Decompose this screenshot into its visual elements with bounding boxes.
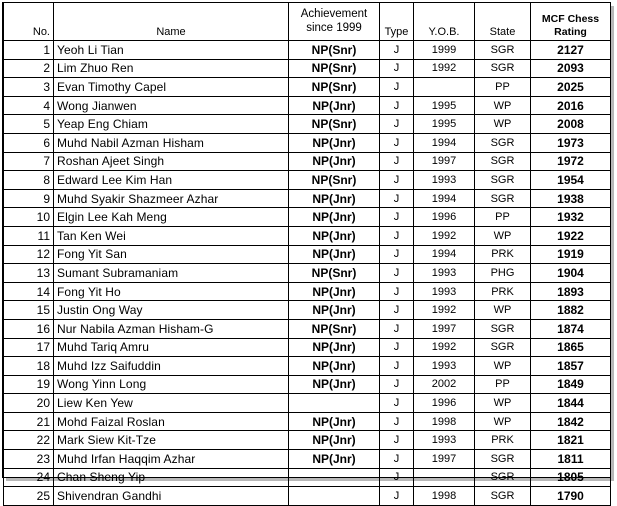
header-no: No. (4, 3, 54, 41)
cell-yob: 1993 (414, 431, 475, 450)
table-row (4, 450, 611, 469)
cell-rating: 1865 (531, 338, 611, 357)
header-state: State (475, 3, 531, 41)
cell-rating: 1857 (531, 357, 611, 376)
cell-rating: 1844 (531, 394, 611, 413)
cell-name: Muhd Irfan Haqqim Azhar (54, 450, 289, 469)
cell-achievement: NP(Jnr) (289, 375, 380, 394)
cell-type: J (380, 319, 414, 338)
cell-yob: 1997 (414, 450, 475, 469)
cell-type: J (380, 357, 414, 376)
cell-state: SGR (475, 41, 531, 60)
cell-name: Wong Jianwen (54, 96, 289, 115)
cell-type: J (380, 189, 414, 208)
cell-rating: 2008 (531, 115, 611, 134)
cell-name: Tan Ken Wei (54, 226, 289, 245)
rating-table (3, 3, 611, 506)
header-yob: Y.O.B. (414, 3, 475, 41)
header-row (4, 3, 611, 41)
cell-type: J (380, 96, 414, 115)
cell-achievement: NP(Jnr) (289, 152, 380, 171)
cell-no: 16 (4, 319, 54, 338)
cell-name: Sumant Subramaniam (54, 264, 289, 283)
cell-no: 5 (4, 115, 54, 134)
header-achievement-line1: Achievement (300, 8, 368, 20)
cell-no: 24 (4, 468, 54, 487)
header-rating-line2: Rating (554, 26, 587, 38)
cell-name: Nur Nabila Azman Hisham-G (54, 319, 289, 338)
cell-type: J (380, 450, 414, 469)
cell-rating: 1805 (531, 468, 611, 487)
cell-yob: 1998 (414, 487, 475, 506)
table-row (4, 375, 611, 394)
cell-no: 23 (4, 450, 54, 469)
cell-rating: 1790 (531, 487, 611, 506)
cell-state: WP (475, 301, 531, 320)
cell-yob: 1995 (414, 115, 475, 134)
table-body (4, 41, 611, 506)
cell-name: Chan Sheng Yip (54, 468, 289, 487)
cell-name: Edward Lee Kim Han (54, 171, 289, 190)
rating-table-sheet (2, 2, 611, 504)
cell-type: J (380, 208, 414, 227)
cell-type: J (380, 245, 414, 264)
cell-state: SGR (475, 468, 531, 487)
cell-no: 14 (4, 282, 54, 301)
cell-achievement: NP(Jnr) (289, 282, 380, 301)
table-row (4, 152, 611, 171)
cell-achievement: NP(Jnr) (289, 96, 380, 115)
cell-state: PP (475, 208, 531, 227)
cell-state: SGR (475, 152, 531, 171)
cell-state: SGR (475, 189, 531, 208)
cell-name: Justin Ong Way (54, 301, 289, 320)
cell-achievement: NP(Jnr) (289, 208, 380, 227)
cell-yob: 1996 (414, 394, 475, 413)
cell-rating: 1938 (531, 189, 611, 208)
cell-name: Fong Yit San (54, 245, 289, 264)
cell-no: 1 (4, 41, 54, 60)
cell-name: Muhd Nabil Azman Hisham (54, 133, 289, 152)
table-row (4, 394, 611, 413)
cell-yob: 1997 (414, 319, 475, 338)
cell-rating: 1922 (531, 226, 611, 245)
cell-name: Elgin Lee Kah Meng (54, 208, 289, 227)
table-row (4, 78, 611, 97)
header-rating (531, 3, 611, 41)
cell-yob: 1995 (414, 96, 475, 115)
cell-type: J (380, 431, 414, 450)
cell-state: WP (475, 357, 531, 376)
cell-no: 22 (4, 431, 54, 450)
cell-name: Fong Yit Ho (54, 282, 289, 301)
cell-rating: 1842 (531, 412, 611, 431)
cell-no: 7 (4, 152, 54, 171)
cell-achievement: NP(Jnr) (289, 431, 380, 450)
table-row (4, 412, 611, 431)
cell-rating: 2016 (531, 96, 611, 115)
cell-state: SGR (475, 450, 531, 469)
cell-achievement: NP(Snr) (289, 264, 380, 283)
cell-rating: 1849 (531, 375, 611, 394)
cell-achievement: NP(Jnr) (289, 133, 380, 152)
cell-state: SGR (475, 338, 531, 357)
cell-state: WP (475, 226, 531, 245)
cell-state: PP (475, 375, 531, 394)
cell-no: 18 (4, 357, 54, 376)
cell-rating: 1919 (531, 245, 611, 264)
cell-rating: 1904 (531, 264, 611, 283)
cell-type: J (380, 115, 414, 134)
cell-type: J (380, 133, 414, 152)
cell-state: WP (475, 96, 531, 115)
cell-yob: 1992 (414, 338, 475, 357)
cell-yob: 1997 (414, 152, 475, 171)
cell-rating: 1811 (531, 450, 611, 469)
cell-no: 13 (4, 264, 54, 283)
cell-name: Lim Zhuo Ren (54, 59, 289, 78)
cell-state: SGR (475, 171, 531, 190)
cell-no: 19 (4, 375, 54, 394)
cell-no: 12 (4, 245, 54, 264)
cell-achievement: NP(Jnr) (289, 189, 380, 208)
cell-state: SGR (475, 487, 531, 506)
table-shadow-right (611, 6, 614, 480)
cell-achievement: NP(Snr) (289, 41, 380, 60)
cell-name: Liew Ken Yew (54, 394, 289, 413)
cell-type: J (380, 487, 414, 506)
cell-yob: 1993 (414, 171, 475, 190)
cell-state: PRK (475, 282, 531, 301)
cell-achievement: NP(Jnr) (289, 301, 380, 320)
cell-no: 2 (4, 59, 54, 78)
cell-rating: 2025 (531, 78, 611, 97)
cell-type: J (380, 41, 414, 60)
cell-state: PRK (475, 245, 531, 264)
table-row (4, 171, 611, 190)
cell-rating: 2093 (531, 59, 611, 78)
cell-name: Evan Timothy Capel (54, 78, 289, 97)
cell-rating: 1932 (531, 208, 611, 227)
cell-no: 17 (4, 338, 54, 357)
cell-yob: 1994 (414, 133, 475, 152)
table-row (4, 301, 611, 320)
cell-no: 15 (4, 301, 54, 320)
table-row (4, 96, 611, 115)
header-achievement (289, 3, 380, 41)
cell-type: J (380, 338, 414, 357)
header-achievement-line2: since 1999 (306, 22, 362, 34)
cell-rating: 1882 (531, 301, 611, 320)
cell-yob: 1992 (414, 59, 475, 78)
cell-type: J (380, 152, 414, 171)
table-row (4, 487, 611, 506)
table-row (4, 115, 611, 134)
table-row (4, 282, 611, 301)
table-row (4, 338, 611, 357)
cell-achievement: NP(Jnr) (289, 450, 380, 469)
cell-state: WP (475, 412, 531, 431)
cell-rating: 1874 (531, 319, 611, 338)
header-rating-line1: MCF Chess (541, 13, 600, 25)
cell-state: PRK (475, 431, 531, 450)
cell-yob: 1994 (414, 245, 475, 264)
table-row (4, 264, 611, 283)
cell-yob (414, 78, 475, 97)
cell-no: 8 (4, 171, 54, 190)
cell-yob: 1994 (414, 189, 475, 208)
table-row (4, 319, 611, 338)
cell-no: 11 (4, 226, 54, 245)
cell-achievement: NP(Jnr) (289, 412, 380, 431)
cell-no: 3 (4, 78, 54, 97)
cell-type: J (380, 78, 414, 97)
cell-yob: 1993 (414, 357, 475, 376)
cell-yob: 1993 (414, 264, 475, 283)
cell-rating: 1973 (531, 133, 611, 152)
cell-achievement: NP(Snr) (289, 78, 380, 97)
cell-state: SGR (475, 133, 531, 152)
cell-yob: 2002 (414, 375, 475, 394)
cell-rating: 1972 (531, 152, 611, 171)
cell-rating: 1954 (531, 171, 611, 190)
cell-type: J (380, 226, 414, 245)
cell-achievement: NP(Snr) (289, 319, 380, 338)
cell-type: J (380, 59, 414, 78)
cell-type: J (380, 301, 414, 320)
cell-achievement: NP(Jnr) (289, 245, 380, 264)
cell-no: 9 (4, 189, 54, 208)
cell-type: J (380, 394, 414, 413)
cell-type: J (380, 412, 414, 431)
cell-name: Shivendran Gandhi (54, 487, 289, 506)
header-name: Name (54, 3, 289, 41)
cell-no: 25 (4, 487, 54, 506)
cell-name: Yeap Eng Chiam (54, 115, 289, 134)
cell-name: Roshan Ajeet Singh (54, 152, 289, 171)
table-row (4, 245, 611, 264)
cell-state: SGR (475, 59, 531, 78)
table-row (4, 59, 611, 78)
cell-name: Mohd Faizal Roslan (54, 412, 289, 431)
cell-state: PP (475, 78, 531, 97)
table-row (4, 357, 611, 376)
cell-achievement: NP(Snr) (289, 171, 380, 190)
table-row (4, 189, 611, 208)
cell-type: J (380, 375, 414, 394)
cell-yob: 1998 (414, 412, 475, 431)
cell-no: 4 (4, 96, 54, 115)
cell-yob: 1993 (414, 282, 475, 301)
header-type: Type (380, 3, 414, 41)
cell-state: SGR (475, 319, 531, 338)
cell-state: PHG (475, 264, 531, 283)
table-row (4, 431, 611, 450)
cell-achievement: NP(Jnr) (289, 338, 380, 357)
cell-name: Muhd Izz Saifuddin (54, 357, 289, 376)
cell-achievement (289, 394, 380, 413)
table-row (4, 226, 611, 245)
cell-no: 10 (4, 208, 54, 227)
cell-type: J (380, 282, 414, 301)
table-row (4, 208, 611, 227)
cell-no: 6 (4, 133, 54, 152)
cell-type: J (380, 264, 414, 283)
cell-name: Yeoh Li Tian (54, 41, 289, 60)
cell-achievement: NP(Snr) (289, 59, 380, 78)
cell-name: Muhd Tariq Amru (54, 338, 289, 357)
cell-state: WP (475, 394, 531, 413)
cell-name: Wong Yinn Long (54, 375, 289, 394)
cell-achievement (289, 487, 380, 506)
cell-achievement: NP(Snr) (289, 115, 380, 134)
cell-type: J (380, 468, 414, 487)
table-row (4, 41, 611, 60)
cell-yob: 1992 (414, 226, 475, 245)
cell-yob: 1996 (414, 208, 475, 227)
cell-no: 21 (4, 412, 54, 431)
cell-rating: 1821 (531, 431, 611, 450)
table-row (4, 133, 611, 152)
cell-yob: 1999 (414, 41, 475, 60)
cell-state: WP (475, 115, 531, 134)
cell-rating: 2127 (531, 41, 611, 60)
cell-yob: 1992 (414, 301, 475, 320)
cell-achievement: NP(Jnr) (289, 357, 380, 376)
cell-no: 20 (4, 394, 54, 413)
cell-name: Muhd Syakir Shazmeer Azhar (54, 189, 289, 208)
cell-achievement: NP(Jnr) (289, 226, 380, 245)
cell-type: J (380, 171, 414, 190)
cell-rating: 1893 (531, 282, 611, 301)
cell-name: Mark Siew Kit-Tze (54, 431, 289, 450)
